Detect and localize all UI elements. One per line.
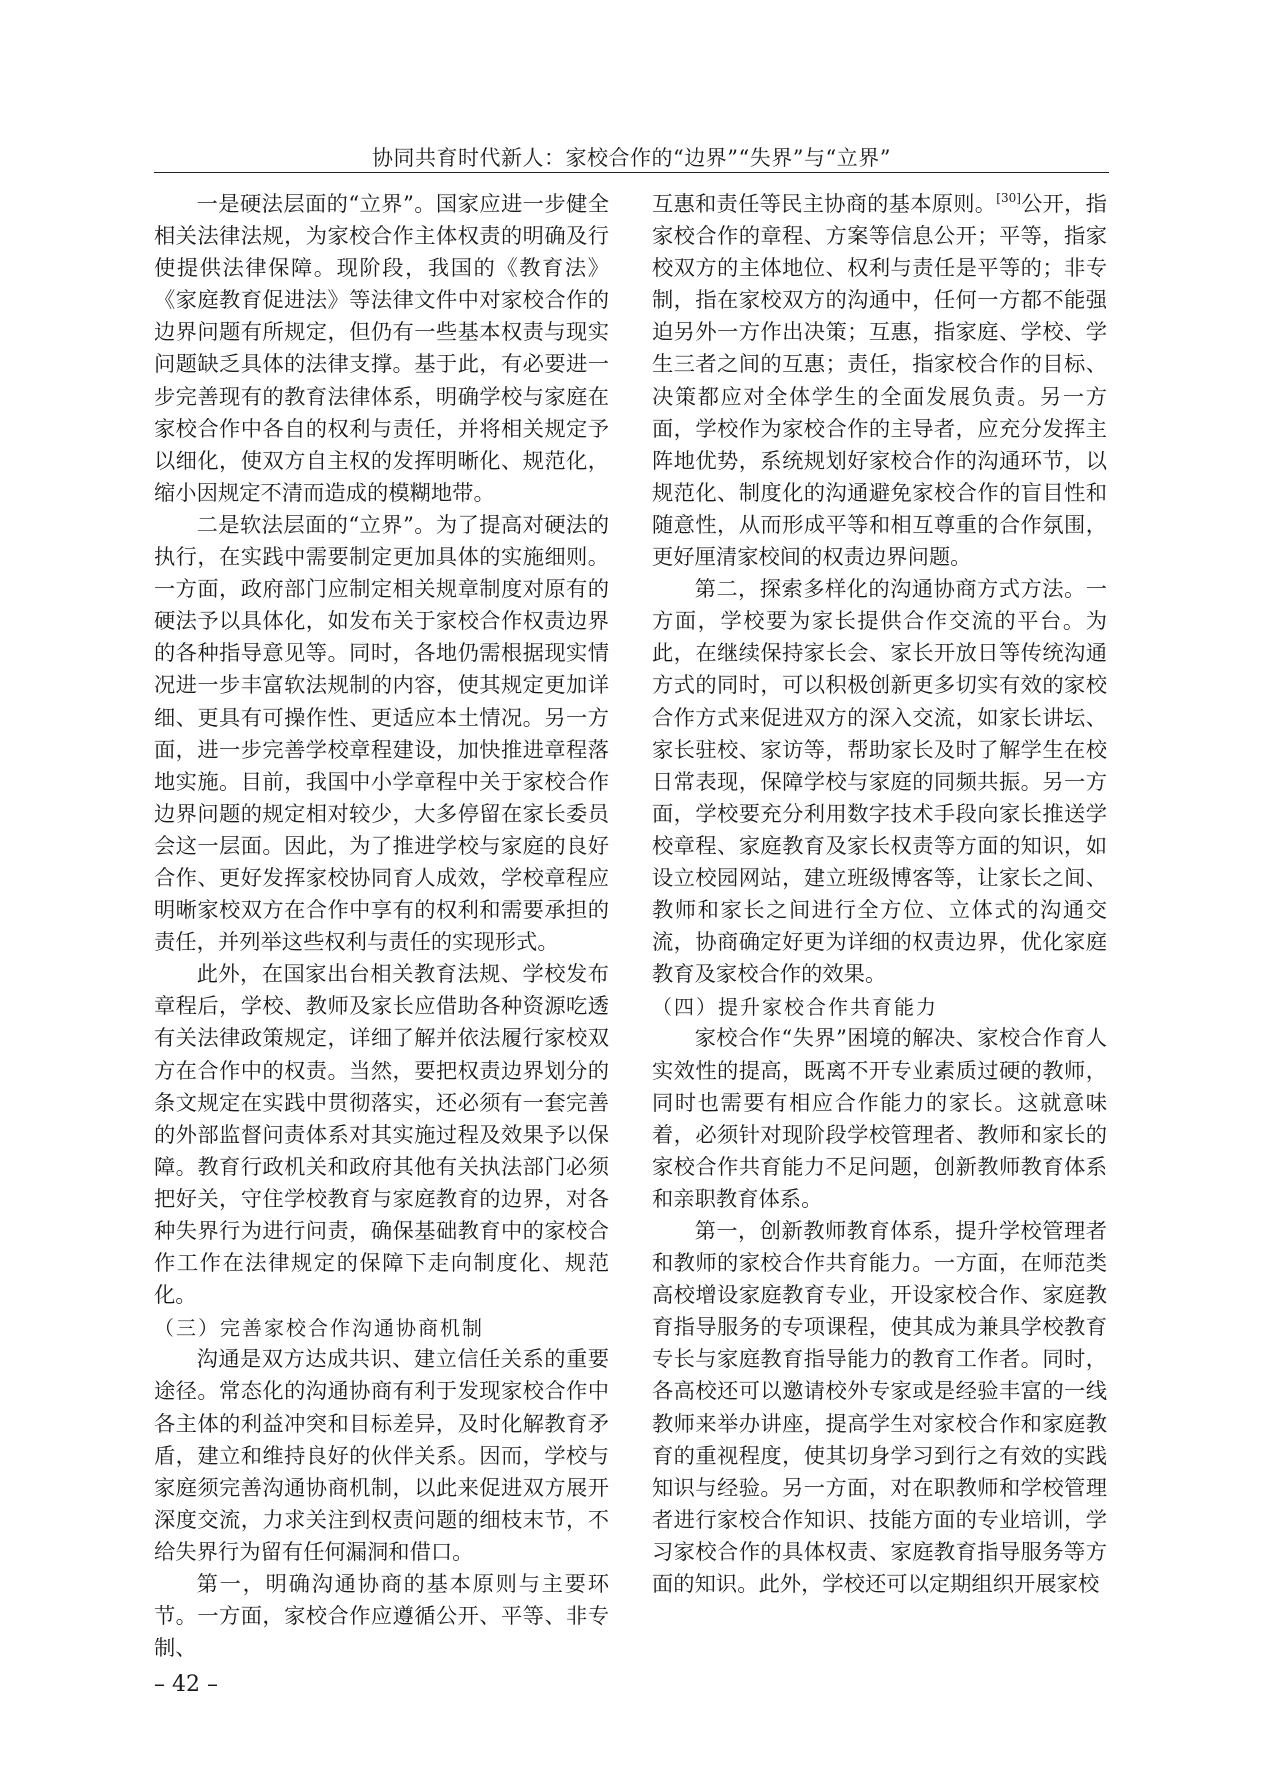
citation-marker: [30] — [996, 191, 1021, 205]
text-before-citation: 互惠和责任等民主协商的基本原则。 — [652, 192, 997, 217]
paragraph-soft-law: 二是软法层面的“立界”。为了提高对硬法的执行，在实践中需要制定更加具体的实施细则。一方面，政府部门应制定相关规章制度对原有的硬法予以具体化，如发布关于家校合作权责边界的各种指导意见等。同时，各地仍需根据现实情况进一步丰富软法规制的内容，使其规定更加详细、更具有可操作性、更适应本土情况。另一方面，进一步完善学校章程建设，加快推进章程落地实施。目前，我国中小学章程中关于家校合作边界问题的规定相对较少，大多停留在家长委员会这一层面。因此，为了推进学校与家庭的良好合作、更好发挥家校协同育人成效，学校章程应明晰家校双方在合作中享有的权利和需要承担的责任，并列举这些权利与责任的实现形式。 — [154, 512, 609, 956]
paragraph-capacity: 家校合作“失界”困境的解决、家校合作育人实效性的提高，既离不开专业素质过硬的教师，同时也需要有相应合作能力的家长。这就意味着，必须针对现阶段学校管理者、教师和家长的家校合作共育能力不足问题，创新教师教育体系和亲职教育体系。 — [652, 1026, 1107, 1212]
text-after-citation: 公开，指家校合作的章程、方案等信息公开；平等，指家校双方的主体地位、权利与责任是平等的；非专制，指在家校双方的沟通中，任何一方都不能强迫另外一方作出决策；互惠，指家庭、学校、学生三者之间的互惠；责任，指家校合作的目标、决策都应对全体学生的全面发展负责。另一方面，学校作为家校合作的主导者，应充分发挥主阵地优势，系统规划好家校合作的沟通环节，以规范化、制度化的沟通避免家校合作的盲目性和随意性，从而形成平等和相互尊重的合作氛围，更好厘清家校间的权责边界问题。 — [652, 192, 1107, 571]
right-column — [652, 189, 1107, 1601]
section-heading-3: （三）完善家校合作沟通协商机制 — [154, 1316, 484, 1341]
paragraph-teacher-education: 第一，创新教师教育体系，提升学校管理者和教师的家校合作共育能力。一方面，在师范类高校增设家庭教育专业，开设家校合作、家庭教育指导服务的专项课程，使其成为兼具学校教育专长与家庭教育指导能力的教育工作者。同时，各高校还可以邀请校外专家或是经验丰富的一线教师来举办讲座，提高学生对家校合作和家庭教育的重视程度，使其切身学习到行之有效的实践知识与经验。另一方面，对在职教师和学校管理者进行家校合作知识、技能方面的专业培训，学习家校合作的具体权责、家庭教育指导服务等方面的知识。此外，学校还可以定期组织开展家校 — [652, 1219, 1107, 1598]
left-column — [154, 189, 609, 1665]
paragraph-communication: 沟通是双方达成共识、建立信任关系的重要途径。常态化的沟通协商有利于发现家校合作中各主体的利益冲突和目标差异，及时化解教育矛盾，建立和维持良好的伙伴关系。因而，学校与家庭须完善沟通协商机制，以此来促进双方展开深度交流，力求关注到权责问题的细枝末节，不给失界行为留有任何漏洞和借口。 — [154, 1347, 609, 1565]
section-heading-4: （四）提升家校合作共育能力 — [652, 995, 938, 1020]
paragraph-supervision: 此外，在国家出台相关教育法规、学校发布章程后，学校、教师及家长应借助各种资源吃透有关法律政策规定，详细了解并依法履行家校双方在合作中的权责。当然，要把权责边界划分的条文规定在实践中贯彻落实，还必须有一套完善的外部监督问责体系对其实施过程及效果予以保障。教育行政机关和政府其他有关执法部门必须把好关，守住学校教育与家庭教育的边界，对各种失界行为进行问责，确保基础教育中的家校合作工作在法律规定的保障下走向制度化、规范化。 — [154, 962, 609, 1309]
running-title: 协同共育时代新人：家校合作的“边界”“失界”与“立界” — [372, 146, 891, 170]
header-rule — [154, 172, 1109, 173]
paragraph-hard-law: 一是硬法层面的“立界”。国家应进一步健全相关法律法规，为家校合作主体权责的明确及行使提供法律保障。现阶段，我国的《教育法》《家庭教育促进法》等法律文件中对家校合作的边界问题有所规定，但仍有一些基本权责与现实问题缺乏具体的法律支撑。基于此，有必要进一步完善现有的教育法律体系，明确学校与家庭在家校合作中各自的权利与责任，并将相关规定予以细化，使双方自主权的发挥明晰化、规范化，缩小因规定不清而造成的模糊地带。 — [154, 192, 609, 506]
paragraph-principles: 第一，明确沟通协商的基本原则与主要环节。一方面，家校合作应遵循公开、平等、非专制、 — [154, 1572, 609, 1662]
page-number: – 42 – — [154, 1672, 218, 1697]
paragraph-communication-methods: 第二，探索多样化的沟通协商方式方法。一方面，学校要为家长提供合作交流的平台。为此，在继续保持家长会、家长开放日等传统沟通方式的同时，可以积极创新更多切实有效的家校合作方式来促进双方的深入交流，如家长讲坛、家长驻校、家访等，帮助家长及时了解学生在校日常表现，保障学校与家庭的同频共振。另一方面，学校要充分利用数字技术手段向家长推送学校章程、家庭教育及家长权责等方面的知识，如设立校园网站，建立班级博客等，让家长之间、教师和家长之间进行全方位、立体式的沟通交流，协商确定好更为详细的权责边界，优化家庭教育及家校合作的效果。 — [652, 577, 1107, 988]
paragraph-principles-continued — [652, 189, 1107, 574]
